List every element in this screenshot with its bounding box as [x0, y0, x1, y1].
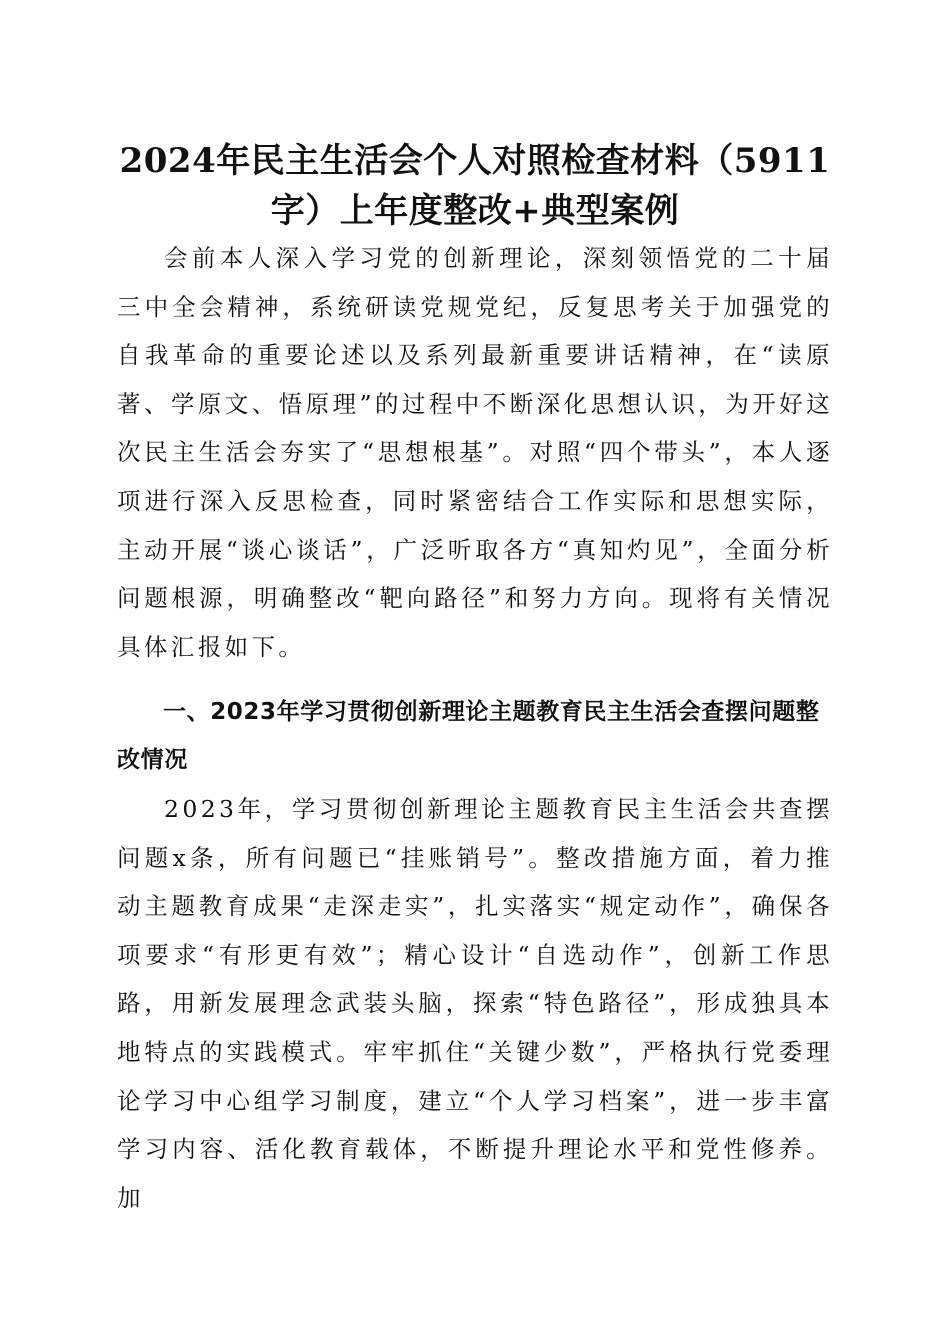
section-1-paragraph: 2023年，学习贯彻创新理论主题教育民主生活会共查摆问题x条，所有问题已“挂账销号”。整改措施方面，着力推动主题教育成果“走深走实”，扎实落实“规定动作”，确保各项要求“有形更有效”；精心设计“自选动作”，创新工作思路，用新发展理念武装头脑，探索“特色路径”，形成独具本地特点的实践模式。牢牢抓住“关键少数”，严格执行党委理论学习中心组学习制度，建立“个人学习档案”，进一步丰富学习内容、活化教育载体，不断提升理论水平和党性修养。加: [117, 795, 833, 1212]
intro-paragraph: 会前本人深入学习党的创新理论，深刻领悟党的二十届三中全会精神，系统研读党规党纪，反复思考关于加强党的自我革命的重要论述以及系列最新重要讲话精神，在“读原著、学原文、悟原理”的过程中不断深化思想认识，为开好这次民主生活会夯实了“思想根基”。对照“四个带头”，本人逐项进行深入反思检查，同时紧密结合工作实际和思想实际，主动开展“谈心谈话”，广泛听取各方“真知灼见”，全面分析问题根源，明确整改“靶向路径”和努力方向。现将有关情况具体汇报如下。: [117, 244, 833, 661]
section-1-heading: 一、2023年学习贯彻创新理论主题教育民主生活会查摆问题整改情况: [117, 699, 820, 773]
document-title: 2024年民主生活会个人对照检查材料（5911字）上年度整改+典型案例: [119, 141, 831, 231]
